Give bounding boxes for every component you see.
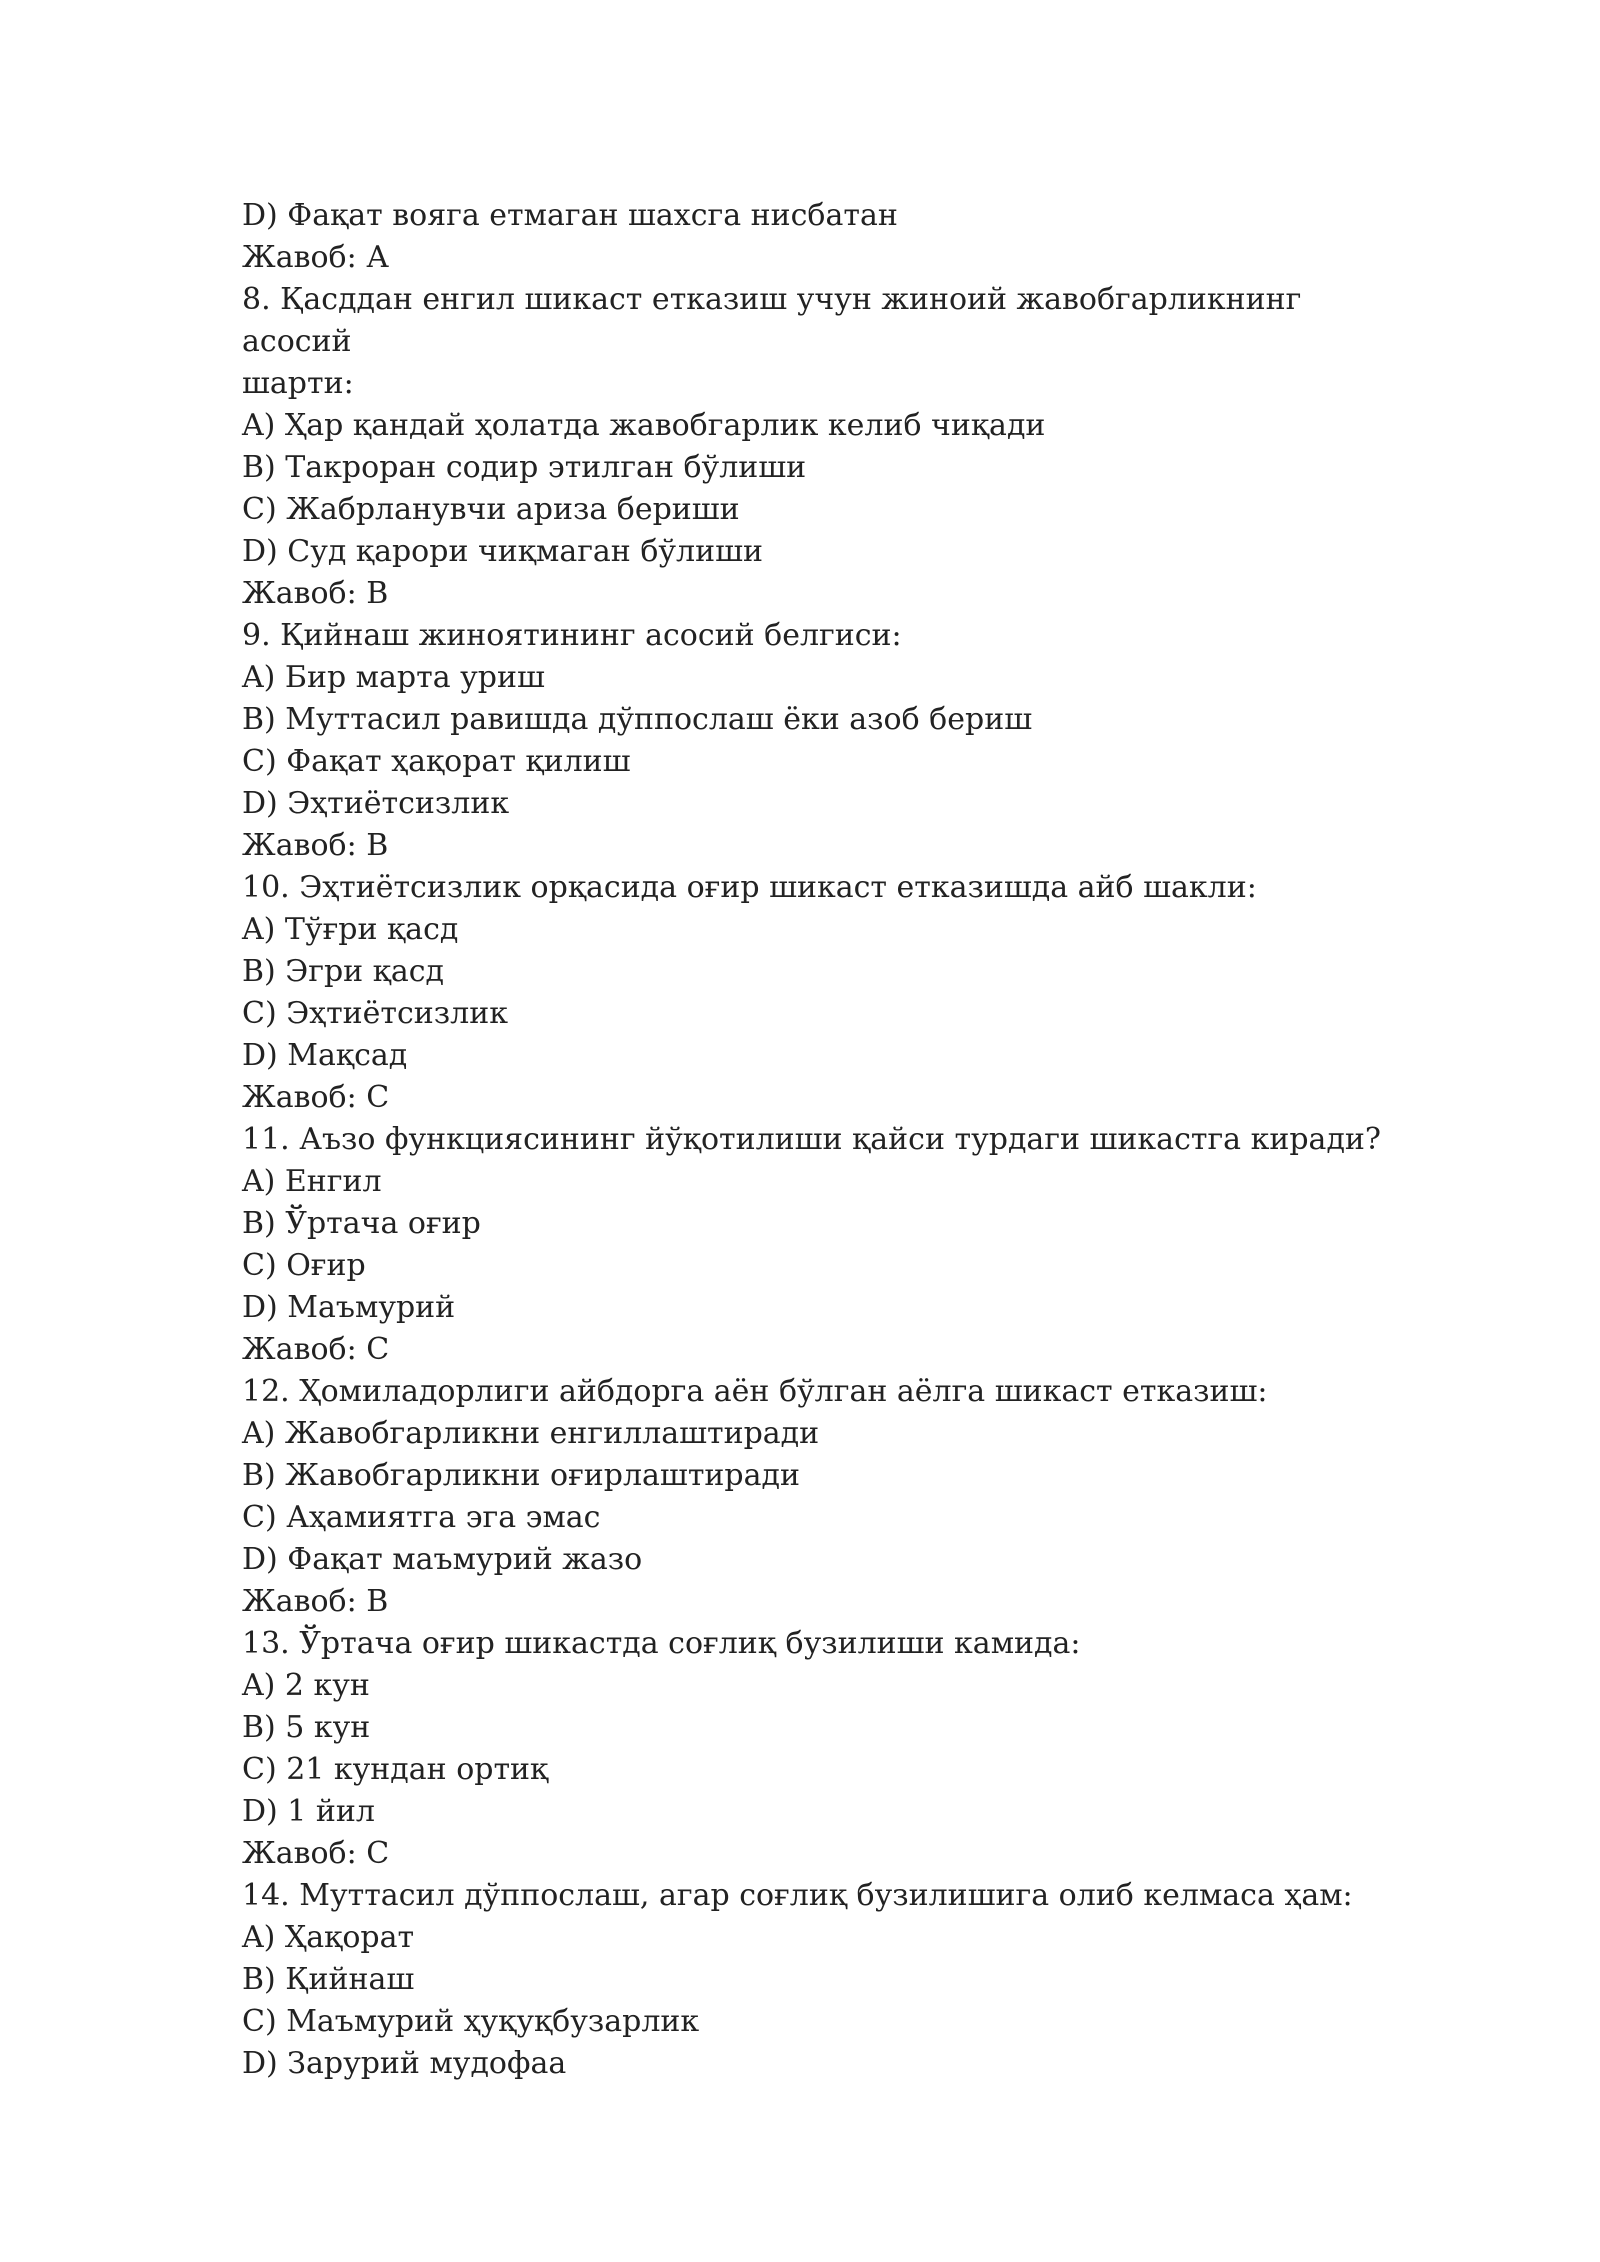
answer-option: A) Жавобгарликни енгиллаштиради [242,1416,820,1451]
answer-key: Жавоб: А [242,240,389,275]
answer-option: C) Жабрланувчи ариза бериши [242,492,740,527]
answer-option: C) Маъмурий ҳуқуқбузарлик [242,2004,700,2039]
answer-option: D) Зарурий мудофаа [242,2046,567,2081]
answer-option: D) Мақсад [242,1038,408,1073]
answer-key: Жавоб: B [242,828,389,863]
question-8: 8. Қасддан енгил шикаст етказиш учун жиноий жавобгарликнинг асосий [242,282,1311,359]
question-8-continued: шарти: [242,366,354,401]
answer-option: B) 5 кун [242,1710,371,1745]
question-11: 11. Аъзо функциясининг йўқотилиши қайси турдаги шикастга киради? [242,1122,1381,1157]
answer-option: A) 2 кун [242,1668,370,1703]
answer-option: D) Фақат маъмурий жазо [242,1542,643,1577]
question-9: 9. Қийнаш жиноятининг асосий белгиси: [242,618,902,653]
answer-option: C) Оғир [242,1248,366,1283]
answer-key: Жавоб: C [242,1332,390,1367]
answer-option: A) Бир марта уриш [242,660,545,695]
answer-option: C) 21 кундан ортиқ [242,1752,549,1787]
answer-key: Жавоб: C [242,1836,390,1871]
answer-option: D) Суд қарори чиқмаган бўлиши [242,534,763,569]
answer-option: C) Эҳтиётсизлик [242,996,508,1031]
answer-option: A) Тўғри қасд [242,912,459,947]
answer-option: A) Ҳар қандай ҳолатда жавобгарлик келиб чиқади [242,408,1046,443]
answer-key: Жавоб: C [242,1080,390,1115]
answer-option: B) Қийнаш [242,1962,415,1997]
answer-option: D) 1 йил [242,1794,375,1829]
document-text [242,195,1402,2085]
answer-option: D) Фақат вояга етмаган шахсга нисбатан [242,198,898,233]
question-12: 12. Ҳомиладорлиги айбдорга аён бўлган аёлга шикаст етказиш: [242,1374,1268,1409]
answer-key: Жавоб: B [242,1584,389,1619]
question-13: 13. Ўртача оғир шикастда соғлиқ бузилиши камида: [242,1626,1081,1661]
answer-option: C) Аҳамиятга эга эмас [242,1500,601,1535]
answer-option: D) Эҳтиётсизлик [242,786,510,821]
question-14: 14. Муттасил дўппослаш, агар соғлиқ бузилишига олиб келмаса ҳам: [242,1878,1353,1913]
answer-option: B) Эгри қасд [242,954,445,989]
answer-key: Жавоб: B [242,576,389,611]
answer-option: B) Муттасил равишда дўппослаш ёки азоб бериш [242,702,1033,737]
answer-option: B) Такроран содир этилган бўлиши [242,450,807,485]
answer-option: A) Енгил [242,1164,382,1199]
question-10: 10. Эҳтиётсизлик орқасида оғир шикаст етказишда айб шакли: [242,870,1257,905]
answer-option: B) Жавобгарликни оғирлаштиради [242,1458,800,1493]
answer-option: B) Ўртача оғир [242,1206,481,1241]
answer-option: C) Фақат ҳақорат қилиш [242,744,631,779]
answer-option: A) Ҳақорат [242,1920,415,1955]
answer-option: D) Маъмурий [242,1290,456,1325]
